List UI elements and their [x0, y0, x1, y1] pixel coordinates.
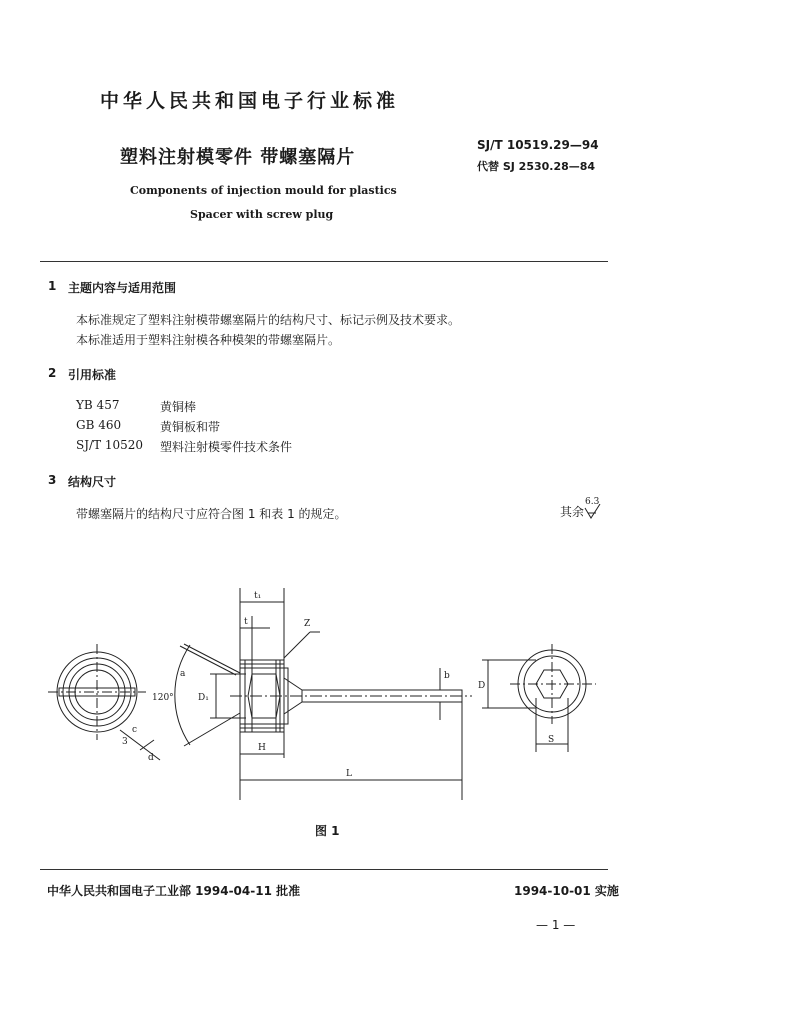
ref-code-2: GB 460	[76, 418, 122, 432]
section-2-title: 引用标准	[68, 368, 117, 382]
ref-code-3: SJ/T 10520	[76, 438, 144, 452]
footer-divider	[40, 869, 608, 870]
label-s: S	[548, 735, 555, 745]
standard-category-title: 中华人民共和国电子行业标准	[100, 90, 400, 112]
label-t1: t₁	[254, 591, 262, 601]
label-thread: 3	[122, 737, 128, 747]
english-title-line-2: Spacer with screw plug	[190, 208, 334, 221]
roughness-note: 其余	[560, 505, 585, 519]
approval-text: 中华人民共和国电子工业部 1994-04-11 批准	[47, 884, 301, 898]
label-d1: D₁	[198, 693, 209, 703]
section-3-title: 结构尺寸	[68, 475, 117, 489]
figure-1-drawing	[40, 580, 610, 820]
right-end-view	[482, 644, 596, 752]
roughness-symbol-icon	[584, 504, 610, 522]
label-b: b	[444, 671, 450, 681]
label-t: t	[244, 617, 248, 627]
label-h: H	[258, 743, 266, 753]
section-1-title: 主题内容与适用范围	[68, 281, 177, 295]
roughness-value: 6.3	[585, 497, 600, 507]
header-divider	[40, 261, 608, 262]
label-l: L	[346, 769, 352, 779]
document-title: 塑料注射模零件 带螺塞隔片	[120, 147, 356, 168]
label-d-big: D	[478, 681, 486, 691]
label-c: c	[132, 725, 138, 735]
ref-code-1: YB 457	[76, 398, 120, 412]
section-3-paragraph-1: 带螺塞隔片的结构尺寸应符合图 1 和表 1 的规定。	[76, 507, 347, 521]
effective-date: 1994-10-01 实施	[514, 884, 619, 898]
section-1-number: 1	[48, 279, 57, 293]
section-3-number: 3	[48, 473, 57, 487]
ref-name-3: 塑料注射模零件技术条件	[160, 440, 293, 454]
label-d-small: d	[148, 753, 154, 763]
standard-code: SJ/T 10519.29—94	[477, 138, 599, 152]
label-a: a	[180, 669, 186, 679]
section-1-paragraph-2: 本标准适用于塑料注射模各种模架的带螺塞隔片。	[76, 333, 341, 347]
left-end-view	[48, 644, 160, 760]
english-title-line-1: Components of injection mould for plastics	[130, 184, 397, 197]
section-2-number: 2	[48, 366, 57, 380]
page-number: — 1 —	[536, 918, 576, 932]
label-z: Z	[304, 619, 311, 629]
ref-name-1: 黄铜棒	[160, 400, 197, 414]
label-angle: 120°	[152, 693, 174, 703]
section-1-paragraph-1: 本标准规定了塑料注射模带螺塞隔片的结构尺寸、标记示例及技术要求。	[76, 313, 461, 327]
replaces-code: 代替 SJ 2530.28—84	[477, 160, 596, 173]
ref-name-2: 黄铜板和带	[160, 420, 221, 434]
figure-caption: 图 1	[315, 824, 340, 838]
